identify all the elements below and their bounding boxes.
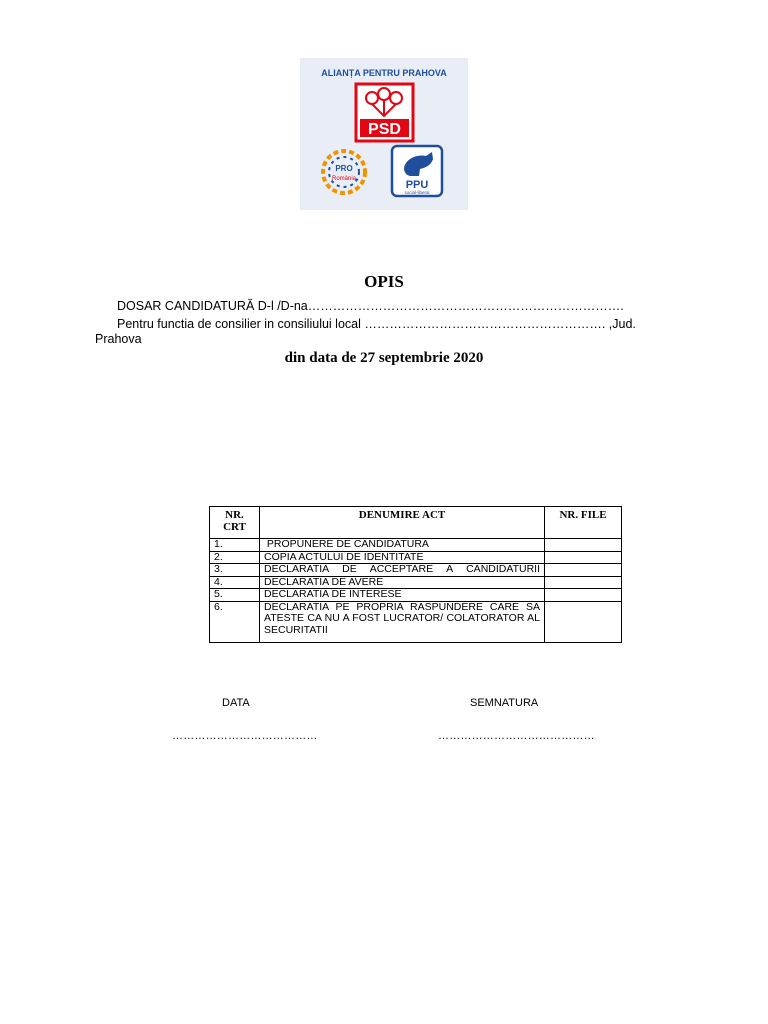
row-file-count — [545, 601, 622, 642]
row-act-name: DECLARATIA DE ACCEPTARE A CANDIDATURII — [260, 564, 545, 577]
ppu-text: PPU — [405, 179, 429, 191]
table-header-row — [210, 507, 622, 539]
row-number: 5. — [210, 589, 260, 602]
psd-text: PSD — [368, 121, 401, 138]
party-alliance-logo — [300, 58, 468, 210]
table-row — [210, 551, 622, 564]
row-number: 3. — [210, 564, 260, 577]
row-number: 4. — [210, 576, 260, 589]
table-row — [210, 539, 622, 552]
alliance-logo-graphic — [300, 58, 468, 210]
romania-text: România — [331, 176, 357, 182]
row-act-name: DECLARATIA DE AVERE — [260, 576, 545, 589]
table-row — [210, 601, 622, 642]
council-function-line: Pentru functia de consilier in consiliului local …………………………………………………. ,Jud. — [117, 317, 636, 331]
row-file-count — [545, 576, 622, 589]
row-act-name: COPIA ACTULUI DE IDENTITATE — [260, 551, 545, 564]
date-heading: din data de 27 septembrie 2020 — [284, 350, 484, 366]
ppu-sub-text: social-liberal — [404, 190, 430, 195]
row-file-count — [545, 539, 622, 552]
row-file-count — [545, 551, 622, 564]
table-row — [210, 576, 622, 589]
header-denumire-act: DENUMIRE ACT — [260, 507, 545, 539]
pro-text: PRO — [335, 164, 353, 173]
table-row — [210, 589, 622, 602]
table-row — [210, 564, 622, 577]
row-file-count — [545, 564, 622, 577]
ppu-logo — [392, 146, 442, 196]
signature-fill-line: …………………………………… — [438, 730, 595, 742]
row-act-name: DECLARATIA DE INTERESE — [260, 589, 545, 602]
row-number: 6. — [210, 601, 260, 642]
header-nr-crt: NR. CRT — [210, 507, 260, 539]
date-fill-line: ………………………………… — [172, 730, 318, 742]
header-nr-file: NR. FILE — [545, 507, 622, 539]
pro-romania-logo — [323, 151, 365, 193]
date-label: DATA — [222, 697, 250, 709]
row-number: 1. — [210, 539, 260, 552]
logo-header-text: ALIANȚA PENTRU PRAHOVA — [321, 68, 447, 78]
row-file-count — [545, 589, 622, 602]
county-line: Prahova — [95, 332, 142, 346]
candidate-name-line: DOSAR CANDIDATURĂ D-l /D-na…………………………………………………………………. — [117, 299, 624, 313]
document-title: OPIS — [364, 272, 404, 291]
row-act-name: DECLARATIA PE PROPRIA RASPUNDERE CARE SA ATESTE CA NU A FOST LUCRATOR/ COLATORATOR AL SECURITATII — [260, 601, 545, 642]
row-act-name: PROPUNERE DE CANDIDATURA — [260, 539, 545, 552]
documents-table — [209, 506, 622, 643]
signature-label: SEMNATURA — [470, 697, 539, 709]
row-number: 2. — [210, 551, 260, 564]
